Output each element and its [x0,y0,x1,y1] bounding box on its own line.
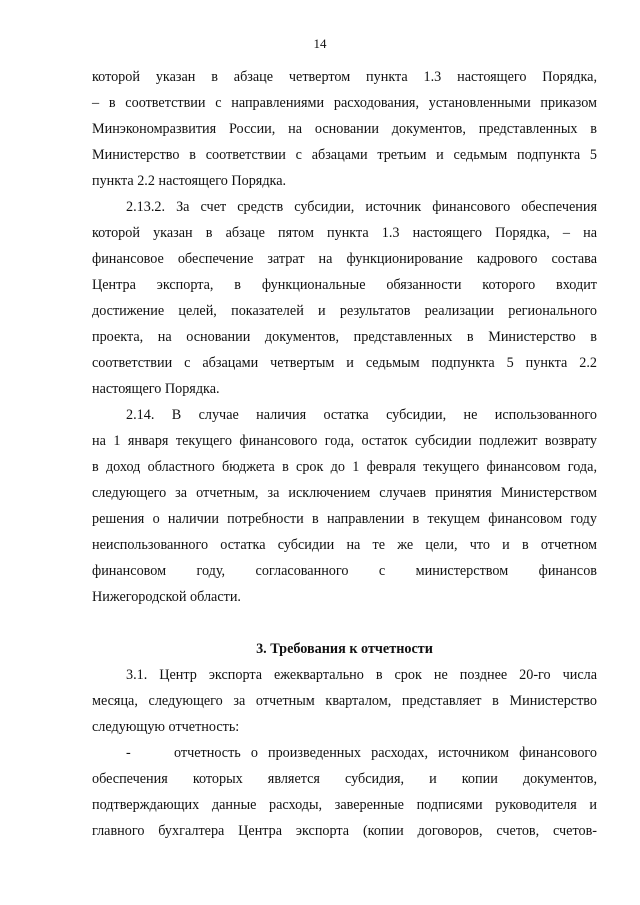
paragraph-line: месяца, следующего за отчетным кварталом, представляет в Министерство [92,693,597,709]
paragraph-line: в доход областного бюджета в срок до 1 февраля текущего финансовом года, [92,459,597,475]
paragraph-line: следующего за отчетным, за исключением случаев принятия Министерством [92,485,597,501]
paragraph-line: следующую отчетность: [92,719,240,735]
document-body [92,64,597,844]
paragraph-line: достижение целей, показателей и результатов реализации регионального [92,303,597,319]
bullet-dash: - [126,745,131,761]
paragraph-line: неиспользованного остатка субсидии на те же цели, что и в отчетном [92,537,597,553]
paragraph-line: Минэкономразвития России, на основании документов, представленных в [92,121,597,137]
spacer [92,610,597,636]
paragraph-line: Нижегородской области. [92,589,241,605]
page-number: 14 [313,36,327,51]
bullet-text: отчетность о произведенных расходах, источником финансового [174,745,597,761]
paragraph-line: которой указан в абзаце четвертом пункта 1.3 настоящего Порядка, [92,69,597,85]
paragraph-line: главного бухгалтера Центра экспорта (копии договоров, счетов, счетов- [92,823,597,839]
paragraph-line: финансовом году, согласованного с министерством финансов [92,563,597,579]
paragraph-line: решения о наличии потребности в направлении в текущем финансовом году [92,511,597,527]
paragraph-line: финансовое обеспечение затрат на функционирование кадрового состава [92,251,597,267]
paragraph-line: которой указан в абзаце пятом пункта 1.3 настоящего Порядка, – на [92,225,597,241]
paragraph-line: пункта 2.2 настоящего Порядка. [92,173,287,189]
paragraph-line: 2.14. В случае наличия остатка субсидии, не использованного [126,407,597,423]
paragraph-line: Министерство в соответствии с абзацами третьим и седьмым подпункта 5 [92,147,597,163]
paragraph-line: на 1 января текущего финансового года, остаток субсидии подлежит возврату [92,433,597,449]
paragraph-line: проекта, на основании документов, представленных в Министерство в [92,329,597,345]
paragraph-line: 3.1. Центр экспорта ежеквартально в срок не позднее 20-го числа [126,667,597,683]
paragraph-line: – в соответствии с направлениями расходования, установленными приказом [92,95,597,111]
paragraph-line: соответствии с абзацами четвертым и седьмым подпункта 5 пункта 2.2 [92,355,597,371]
section-heading: 3. Требования к отчетности [256,641,433,657]
bullet-item [92,740,597,766]
paragraph-line: подтверждающих данные расходы, заверенные подписями руководителя и [92,797,597,813]
paragraph-line: настоящего Порядка. [92,381,220,397]
paragraph-line: Центра экспорта, в функциональные обязанности которого входит [92,277,597,293]
paragraph-line: обеспечения которых является субсидия, и копии документов, [92,771,597,787]
paragraph-line: 2.13.2. За счет средств субсидии, источник финансового обеспечения [126,199,597,215]
